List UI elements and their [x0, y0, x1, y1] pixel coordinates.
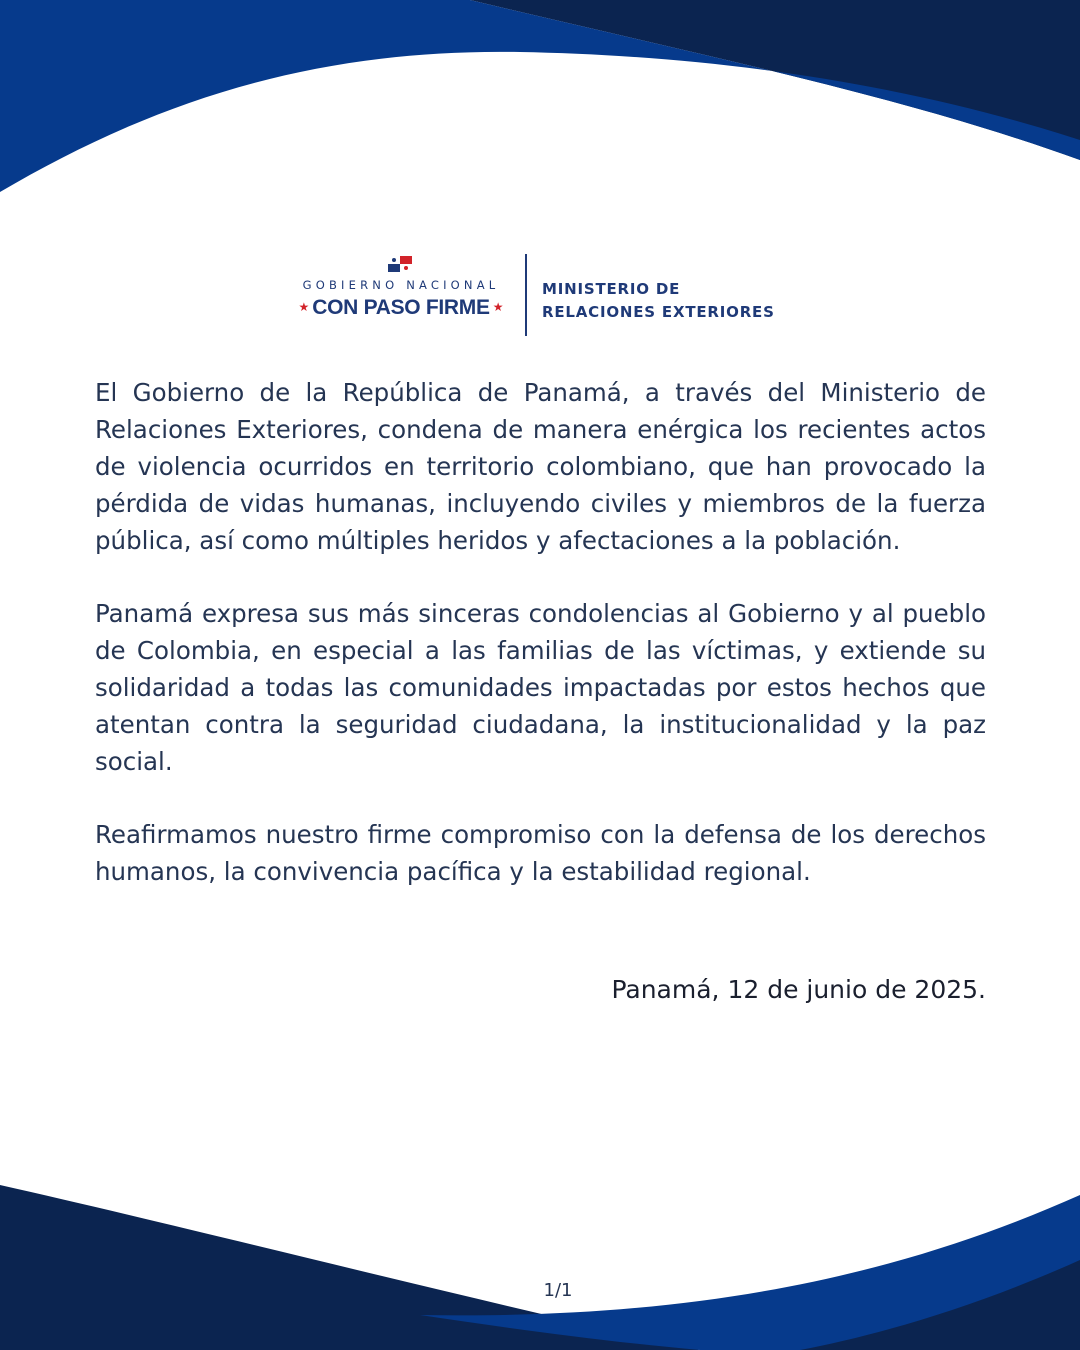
slogan: CON PASO FIRME — [312, 296, 490, 319]
header-logo — [290, 252, 810, 338]
ministry-line-1: MINISTERIO DE — [542, 280, 681, 298]
page-indicator: 1/1 — [543, 1280, 573, 1301]
paragraph: Panamá expresa sus más sinceras condolencias al Gobierno y al pueblo de Colombia, en especial a las familias de las víctimas, y extiende su solidaridad a todas las comunidades impactadas por estos hechos que atentan contra la seguridad ciudadana, la institucionalidad y la paz social. — [95, 599, 986, 776]
star-icon: ★ — [298, 300, 310, 314]
statement-body — [95, 374, 986, 926]
star-icon: ★ — [492, 300, 504, 314]
ministry-name — [542, 278, 775, 324]
ministry-line-2: RELACIONES EXTERIORES — [542, 303, 775, 321]
government-logo — [290, 252, 512, 338]
panama-flag-icon — [388, 256, 412, 272]
paragraph: Reafirmamos nuestro firme compromiso con la defensa de los derechos humanos, la convivencia pacífica y la estabilidad regional. — [95, 820, 986, 886]
logo-divider — [525, 254, 527, 336]
date-line: Panamá, 12 de junio de 2025. — [611, 975, 986, 1004]
government-line: GOBIERNO NACIONAL — [302, 278, 500, 292]
paragraph: El Gobierno de la República de Panamá, a través del Ministerio de Relaciones Exteriores, condena de manera enérgica los recientes actos de violencia ocurridos en territorio colombiano, que han provocado la pérdida de vidas humanas, incluyendo civiles y miembros de la fuerza pública, así como múltiples heridos y afectaciones a la población. — [95, 378, 986, 555]
slogan-row — [290, 296, 512, 320]
